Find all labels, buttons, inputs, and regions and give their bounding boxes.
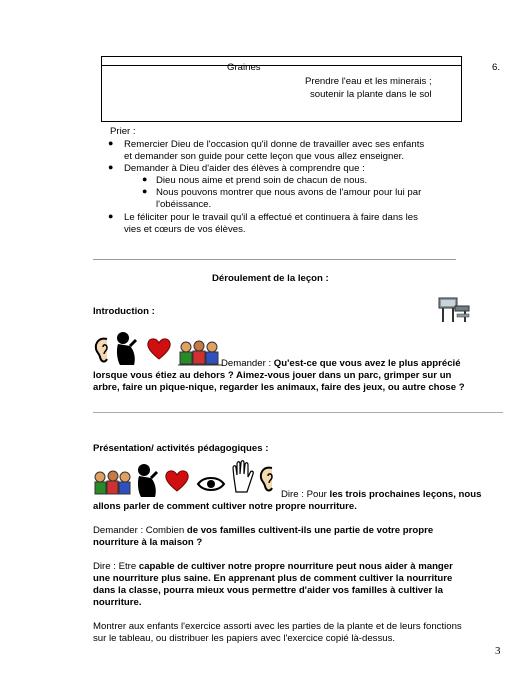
- montrer-line2: sur le tableau, ou distribuer les papiers avec l'exercice copié là-dessus.: [93, 633, 396, 644]
- intro-question-line3: arbre, faire un pique-nique, regarder les animaux, faire des jeux, ou autre chose ?: [93, 382, 465, 393]
- bullet-icon: ●: [108, 211, 114, 221]
- dire2-line3: dans la classe, pourra mieux vous permettre d'aider vos familles à cultiver la: [93, 585, 443, 596]
- dire2-text: capable de cultiver notre propre nourriture peut nous aider à manger: [138, 561, 453, 572]
- intro-question-line1: [221, 358, 461, 369]
- prier-bullet3-line1: Le féliciter pour le travail qu'il a effectué et continuera à faire dans les: [124, 212, 418, 223]
- montrer-line1: Montrer aux enfants l'exercice assorti avec les parties de la plante et de leurs fonctions: [93, 621, 462, 632]
- praying-person-icon: [114, 330, 140, 366]
- prier-bullet2: Demander à Dieu d'aider des élèves à comprendre que :: [124, 163, 365, 174]
- dire2-line2: une nourriture plus saine. En apprenant plus de comment cultiver la nourriture: [93, 573, 453, 584]
- demander-text: de vos familles cultivent-ils une partie de votre propre: [186, 525, 434, 536]
- dire-label: Dire : Etre: [93, 561, 139, 572]
- table-row-line: [102, 65, 461, 66]
- ear-icon: [258, 464, 278, 494]
- prier-subbullet2-line1: Nous pouvons montrer que nous avons de l'amour pour lui par: [156, 187, 422, 198]
- page-number: 3: [495, 645, 501, 657]
- bullet-icon: ●: [108, 162, 114, 172]
- dire1-line1: [281, 489, 481, 500]
- heart-icon: [146, 337, 172, 361]
- divider: [93, 259, 456, 260]
- prier-subbullet2-line2: l'obéissance.: [156, 199, 212, 210]
- deroulement-heading: Déroulement de la leçon :: [212, 273, 329, 284]
- bullet-icon: ●: [142, 186, 148, 196]
- demander-label: Demander : Combien: [93, 525, 187, 536]
- presentation-heading: Présentation/ activités pédagogiques :: [93, 443, 269, 454]
- intro-question-text: Qu'est-ce que vous avez le plus apprécié: [273, 358, 461, 369]
- demander-label: Demander :: [221, 358, 274, 369]
- eye-icon: [196, 476, 226, 492]
- dire2-line4: nourriture.: [93, 597, 142, 608]
- children-group-icon: [93, 470, 133, 496]
- prier-subbullet1: Dieu nous aime et prend soin de chacun de nous.: [156, 175, 368, 186]
- dire1-line2: allons parler de comment cultiver notre propre nourriture.: [93, 501, 357, 512]
- table-cell-function-line2: soutenir la plante dans le sol: [310, 89, 432, 100]
- dire1-text: les trois prochaines leçons, nous: [329, 489, 482, 500]
- children-group-icon: [178, 340, 222, 366]
- praying-person-icon: [135, 462, 159, 498]
- demander-line2: nourriture à la maison ?: [93, 537, 203, 548]
- heart-icon: [164, 469, 190, 493]
- dire2-line1: [93, 561, 453, 572]
- prier-heading: Prier :: [110, 126, 136, 137]
- divider: [93, 412, 503, 413]
- table-cell-graines: Graines: [227, 62, 261, 73]
- intro-question-line2: lorsque vous étiez au dehors ? Aimez-vous jouer dans un parc, grimper sur un: [93, 370, 452, 381]
- school-desk-icon: [437, 292, 471, 324]
- ear-icon: [93, 335, 113, 365]
- prier-bullet3-line2: vies et cœurs de vos élèves.: [124, 224, 246, 235]
- introduction-heading: Introduction :: [93, 306, 155, 317]
- prier-bullet1-line1: Remercier Dieu de l'occasion qu'il donne de travailler avec ses enfants: [124, 139, 425, 150]
- hand-icon: [230, 460, 254, 494]
- prier-bullet1-line2: et demander son guide pour cette leçon que vous allez enseigner.: [124, 151, 405, 162]
- demander-line1: [93, 525, 433, 536]
- dire-label: Dire : Pour: [281, 489, 330, 500]
- bullet-icon: ●: [142, 174, 148, 184]
- table-cell-function-line1: Prendre l'eau et les minerais ;: [305, 76, 432, 87]
- item-number: 6.: [492, 62, 501, 73]
- bullet-icon: ●: [108, 138, 114, 148]
